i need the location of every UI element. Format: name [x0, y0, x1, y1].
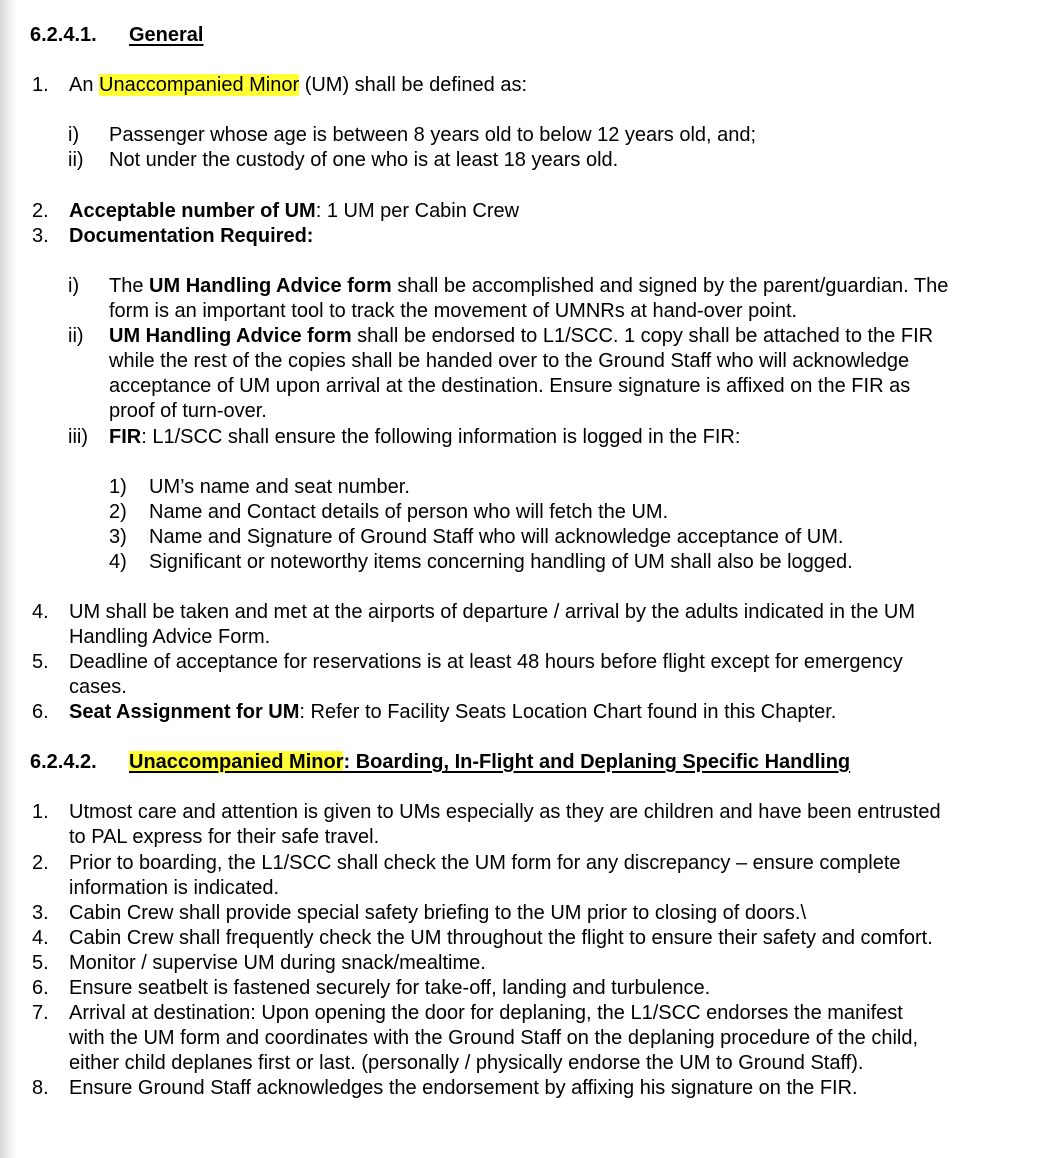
list-item-text: Handling Advice Form.	[69, 626, 271, 648]
list-number: 3.	[32, 225, 49, 247]
list-item-text: information is indicated.	[69, 877, 280, 899]
list-number: 7.	[32, 1002, 49, 1024]
list-number: 3.	[32, 902, 49, 924]
list-item-text: either child deplanes first or last. (personally / physically endorse the UM to Ground Staff).	[69, 1052, 864, 1074]
list-number: 5.	[32, 651, 49, 673]
list-item-text: Cabin Crew shall frequently check the UM throughout the flight to ensure their safety and comfort.	[69, 927, 933, 949]
sub-item-text: The UM Handling Advice form shall be accomplished and signed by the parent/guardian. The	[109, 275, 949, 297]
section-number: 6.2.4.2.	[30, 751, 97, 773]
list-number: 2.	[32, 852, 49, 874]
sub-item-text: Passenger whose age is between 8 years old to below 12 years old, and;	[109, 124, 757, 146]
list-item-text: Cabin Crew shall provide special safety briefing to the UM prior to closing of doors.\	[69, 902, 807, 924]
fir-item-text: Name and Signature of Ground Staff who will acknowledge acceptance of UM.	[149, 526, 844, 548]
list-item-text: Acceptable number of UM: 1 UM per Cabin Crew	[69, 200, 520, 222]
list-item-text: to PAL express for their safe travel.	[69, 826, 380, 848]
list-item-text: Ensure seatbelt is fastened securely for take-off, landing and turbulence.	[69, 977, 711, 999]
list-number: 2.	[32, 200, 49, 222]
fir-item-text: Significant or noteworthy items concerning handling of UM shall also be logged.	[149, 551, 853, 573]
sub-number: i)	[68, 124, 80, 146]
fir-item-number: 3)	[109, 526, 127, 548]
list-number: 8.	[32, 1077, 49, 1099]
sub-item-text: form is an important tool to track the movement of UMNRs at hand-over point.	[109, 300, 798, 322]
sub-number: ii)	[68, 325, 84, 347]
sub-item-text: FIR: L1/SCC shall ensure the following information is logged in the FIR:	[109, 426, 741, 448]
list-number: 4.	[32, 927, 49, 949]
sub-number: i)	[68, 275, 80, 297]
sub-item-text: while the rest of the copies shall be handed over to the Ground Staff who will acknowledge	[109, 350, 910, 372]
list-number: 1.	[32, 801, 49, 823]
sub-item-text: acceptance of UM upon arrival at the destination. Ensure signature is affixed on the FIR as	[109, 375, 911, 397]
list-item-text: Arrival at destination: Upon opening the door for deplaning, the L1/SCC endorses the manifest	[69, 1002, 903, 1024]
list-item-text: An Unaccompanied Minor (UM) shall be defined as:	[69, 74, 528, 96]
list-item-text: cases.	[69, 676, 127, 698]
list-number: 1.	[32, 74, 49, 96]
list-item-text: Monitor / supervise UM during snack/mealtime.	[69, 952, 486, 974]
fir-item-number: 1)	[109, 476, 127, 498]
list-item-text: Deadline of acceptance for reservations is at least 48 hours before flight except for emergency	[69, 651, 903, 673]
list-number: 6.	[32, 977, 49, 999]
fir-item-number: 4)	[109, 551, 127, 573]
list-item-text: Seat Assignment for UM: Refer to Facility Seats Location Chart found in this Chapter.	[69, 701, 837, 723]
list-item-text: Documentation Required:	[69, 225, 314, 247]
list-item-text: Prior to boarding, the L1/SCC shall check the UM form for any discrepancy – ensure complete	[69, 852, 901, 874]
fir-item-text: UM’s name and seat number.	[149, 476, 410, 498]
fir-item-number: 2)	[109, 501, 127, 523]
list-item-text: Utmost care and attention is given to UMs especially as they are children and have been entrusted	[69, 801, 941, 823]
section-title: General	[129, 24, 204, 46]
highlighted-term: Unaccompanied Minor	[129, 751, 344, 773]
list-item-text: UM shall be taken and met at the airports of departure / arrival by the adults indicated in the UM	[69, 601, 915, 623]
fir-item-text: Name and Contact details of person who will fetch the UM.	[149, 501, 669, 523]
list-item-text: Ensure Ground Staff acknowledges the endorsement by affixing his signature on the FIR.	[69, 1077, 858, 1099]
sub-item-text: proof of turn-over.	[109, 400, 267, 422]
sub-number: iii)	[68, 426, 88, 448]
sub-number: ii)	[68, 149, 84, 171]
list-number: 6.	[32, 701, 49, 723]
list-number: 4.	[32, 601, 49, 623]
sub-item-text: Not under the custody of one who is at least 18 years old.	[109, 149, 619, 171]
list-item-text: with the UM form and coordinates with the Ground Staff on the deplaning procedure of the child,	[69, 1027, 919, 1049]
list-number: 5.	[32, 952, 49, 974]
section-number: 6.2.4.1.	[30, 24, 97, 46]
sub-item-text: UM Handling Advice form shall be endorsed to L1/SCC. 1 copy shall be attached to the FIR	[109, 325, 934, 347]
highlighted-term: Unaccompanied Minor	[99, 74, 300, 96]
section-title: Unaccompanied Minor: Boarding, In-Flight and Deplaning Specific Handling	[129, 751, 851, 773]
